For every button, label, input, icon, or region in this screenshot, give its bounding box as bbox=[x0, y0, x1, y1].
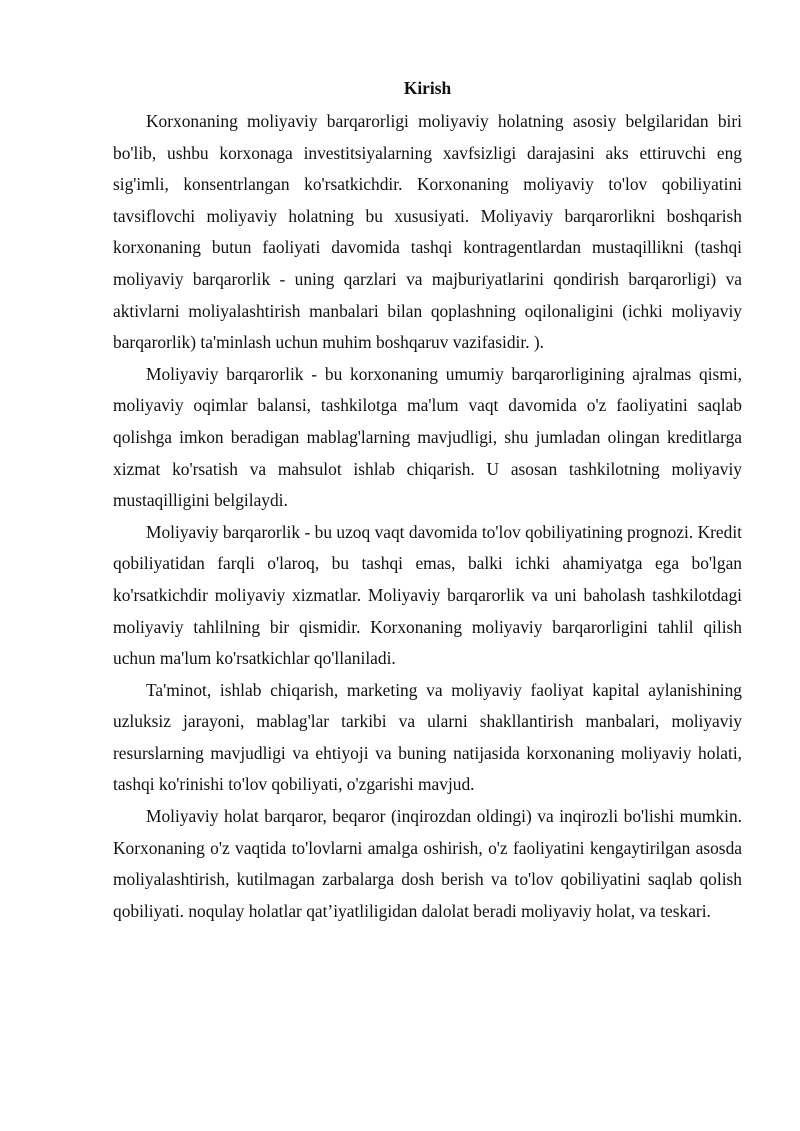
document-page bbox=[113, 76, 742, 927]
paragraph-4: Ta'minot, ishlab chiqarish, marketing va moliyaviy faoliyat kapital aylanishining uzluksiz jarayoni, mablag'lar tarkibi va ularni shakllantirish manbalari, moliyaviy resurslarning mavjudligi va ehtiyoji va buning natijasida korxonaning moliyaviy holati, tashqi ko'rinishi to'lov qobiliyati, o'zgarishi mavjud. bbox=[113, 679, 742, 795]
paragraph-1: Korxonaning moliyaviy barqarorligi moliyaviy holatning asosiy belgilaridan biri bo'lib, ushbu korxonaga investitsiyalarning xavfsizligi darajasini aks ettiruvchi eng sig'imli, konsentrlangan ko'rsatkichdir. Korxonaning moliyaviy to'lov qobiliyatini tavsiflovchi moliyaviy holatning bu xususiyati. Moliyaviy barqarorlikni boshqarish korxonaning butun faoliyati davomida tashqi kontragentlardan mustaqillikni (tashqi moliyaviy barqarorlik - uning qarzlari va majburiyatlarini qondirish barqarorligi) va aktivlarni moliyalashtirish manbalari bilan qoplashning oqilonaligini (ichki moliyaviy barqarorlik) ta'minlash uchun muhim boshqaruv vazifasidir. ). bbox=[113, 111, 742, 353]
paragraph-5: Moliyaviy holat barqaror, beqaror (inqirozdan oldingi) va inqirozli bo'lishi mumkin. Korxonaning o'z vaqtida to'lovlarni amalga oshirish, o'z faoliyatini kengaytirilgan asosda moliyalashtirish, kutilmagan zarbalarga dosh berish va to'lov qobiliyatini saqlab qolish qobiliyati. noqulay holatlar qat’iyatliligidan dalolat beradi moliyaviy holat, va teskari. bbox=[113, 806, 742, 921]
paragraph-3: Moliyaviy barqarorlik - bu uzoq vaqt davomida to'lov qobiliyatining prognozi. Kredit qobiliyatidan farqli o'laroq, bu tashqi emas, balki ichki ahamiyatga ega bo'lgan ko'rsatkichdir moliyaviy xizmatlar. Moliyaviy barqarorlik va uni baholash tashkilotdagi moliyaviy tahlilning bir qismidir. Korxonaning moliyaviy barqarorligini tahlil qilish uchun ma'lum ko'rsatkichlar qo'llaniladi. bbox=[113, 521, 742, 669]
paragraph-2: Moliyaviy barqarorlik - bu korxonaning umumiy barqarorligining ajralmas qismi, moliyaviy oqimlar balansi, tashkilotga ma'lum vaqt davomida o'z faoliyatini saqlab qolishga imkon beradigan mablag'larning mavjudligi, shu jumladan olingan kreditlarga xizmat ko'rsatish va mahsulot ishlab chiqarish. U asosan tashkilotning moliyaviy mustaqilligini belgilaydi. bbox=[113, 363, 742, 511]
page-title: Kirish bbox=[403, 78, 452, 98]
